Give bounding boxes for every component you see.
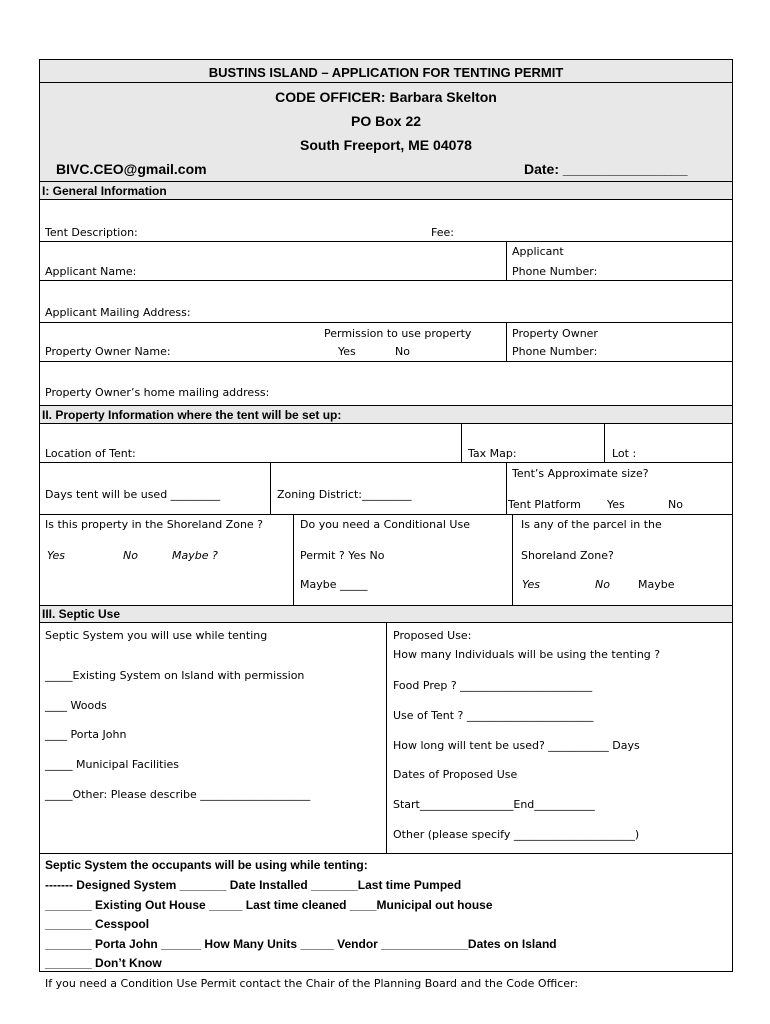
platform-label: Tent Platform: [508, 498, 581, 511]
occupants-line[interactable]: ------- Designed System _______ Date Installed _______Last time Pumped: [45, 878, 462, 892]
border-left: [39, 59, 40, 972]
individuals-field[interactable]: How many Individuals will be using the tenting ?: [393, 648, 661, 661]
rule: [39, 462, 733, 463]
zoning-label[interactable]: Zoning District:_________: [277, 488, 412, 501]
permission-yes[interactable]: Yes: [338, 345, 356, 358]
rule: [39, 241, 733, 242]
occupants-line[interactable]: _______ Porta John ______ How Many Units _____ Vendor _____________Dates on Island: [45, 937, 557, 951]
date-field[interactable]: Date: ________________: [524, 161, 688, 177]
section1-title: I: General Information: [42, 184, 167, 198]
email: BIVC.CEO@gmail.com: [56, 161, 207, 177]
border-bottom: [39, 971, 733, 972]
lot-label[interactable]: Lot :: [612, 447, 637, 460]
section3-title: III. Septic Use: [42, 607, 121, 621]
platform-yes[interactable]: Yes: [607, 498, 625, 511]
rule: [39, 322, 733, 323]
occupants-line[interactable]: _______ Existing Out House _____ Last time cleaned ____Municipal out house: [45, 898, 493, 912]
how-long-field[interactable]: How long will tent be used? ___________ Days: [393, 739, 640, 752]
permission-no[interactable]: No: [395, 345, 410, 358]
conditional-maybe[interactable]: Maybe _____: [300, 578, 368, 591]
location-label[interactable]: Location of Tent:: [45, 447, 136, 460]
mailing-address-label[interactable]: Applicant Mailing Address:: [45, 306, 191, 319]
divider: [506, 462, 507, 514]
divider: [386, 622, 387, 853]
divider: [512, 514, 513, 605]
parcel-yes[interactable]: Yes: [522, 578, 541, 591]
owner-name-label[interactable]: Property Owner Name:: [45, 345, 171, 358]
po-box: PO Box 22: [350, 113, 422, 129]
occupants-title: Septic System the occupants will be using while tenting:: [45, 858, 368, 872]
divider: [293, 514, 294, 605]
footer-note: If you need a Condition Use Permit contact the Chair of the Planning Board and the Code Officer:: [45, 977, 579, 990]
existing-system-option[interactable]: _____Existing System on Island with permission: [45, 669, 305, 682]
rule: [39, 853, 733, 854]
shoreland-maybe[interactable]: Maybe ?: [172, 549, 218, 562]
conditional-use-question: Do you need a Conditional Use: [300, 518, 470, 531]
rule: [39, 280, 733, 281]
rule: [39, 423, 733, 424]
rule: [39, 82, 733, 83]
parcel-question: Is any of the parcel in the: [521, 518, 662, 531]
municipal-option[interactable]: _____ Municipal Facilities: [45, 758, 180, 771]
permission-label: Permission to use property: [324, 327, 472, 340]
section2-title: II. Property Information where the tent will be set up:: [42, 408, 342, 422]
parcel-maybe[interactable]: Maybe: [638, 578, 675, 591]
divider: [506, 241, 507, 280]
tent-description-label[interactable]: Tent Description:: [45, 226, 138, 239]
city-address: South Freeport, ME 04078: [300, 137, 472, 153]
start-end-field[interactable]: Start_________________End___________: [393, 798, 595, 811]
rule: [39, 181, 733, 182]
divider: [604, 423, 605, 462]
divider: [506, 322, 507, 361]
owner-phone-label: Property Owner: [512, 327, 598, 340]
shoreland-yes[interactable]: Yes: [47, 549, 66, 562]
dates-label: Dates of Proposed Use: [393, 768, 518, 781]
applicant-name-label[interactable]: Applicant Name:: [45, 265, 137, 278]
food-prep-field[interactable]: Food Prep ? ________________________: [393, 679, 593, 692]
code-officer: CODE OFFICER: Barbara Skelton: [275, 89, 497, 105]
occupants-line[interactable]: _______ Cesspool: [45, 917, 150, 931]
other-option[interactable]: _____Other: Please describe ____________________: [45, 788, 311, 801]
platform-no[interactable]: No: [668, 498, 683, 511]
applicant-phone-label[interactable]: Phone Number:: [512, 265, 598, 278]
approx-size-label: Tent’s Approximate size?: [512, 467, 649, 480]
proposed-use-label: Proposed Use:: [393, 629, 472, 642]
shoreland-no[interactable]: No: [123, 549, 138, 562]
other-specify-field[interactable]: Other (please specify ______________________): [393, 828, 640, 841]
rule: [39, 514, 733, 515]
conditional-permit-options[interactable]: Permit ? Yes No: [300, 549, 385, 562]
form-title: BUSTINS ISLAND – APPLICATION FOR TENTING PERMIT: [208, 65, 564, 80]
days-used-label[interactable]: Days tent will be used _________: [45, 488, 221, 501]
rule: [39, 405, 733, 406]
owner-phone-label[interactable]: Phone Number:: [512, 345, 598, 358]
septic-system-label: Septic System you will use while tenting: [45, 629, 268, 642]
rule: [39, 199, 733, 200]
border-top: [39, 59, 733, 60]
border-right: [732, 59, 733, 972]
fee-label[interactable]: Fee:: [431, 226, 454, 239]
divider: [270, 462, 271, 514]
woods-option[interactable]: ____ Woods: [45, 699, 107, 712]
parcel-question: Shoreland Zone?: [521, 549, 614, 562]
porta-john-option[interactable]: ____ Porta John: [45, 728, 127, 741]
occupants-line[interactable]: _______ Don’t Know: [45, 956, 162, 970]
section3-band: [39, 605, 732, 622]
rule: [39, 605, 733, 606]
parcel-no[interactable]: No: [595, 578, 610, 591]
owner-home-address-label[interactable]: Property Owner’s home mailing address:: [45, 386, 270, 399]
rule: [39, 361, 733, 362]
applicant-phone-label: Applicant: [512, 245, 564, 258]
divider: [461, 423, 462, 462]
tax-map-label[interactable]: Tax Map:: [468, 447, 517, 460]
shoreland-question: Is this property in the Shoreland Zone ?: [45, 518, 264, 531]
use-of-tent-field[interactable]: Use of Tent ? _______________________: [393, 709, 594, 722]
